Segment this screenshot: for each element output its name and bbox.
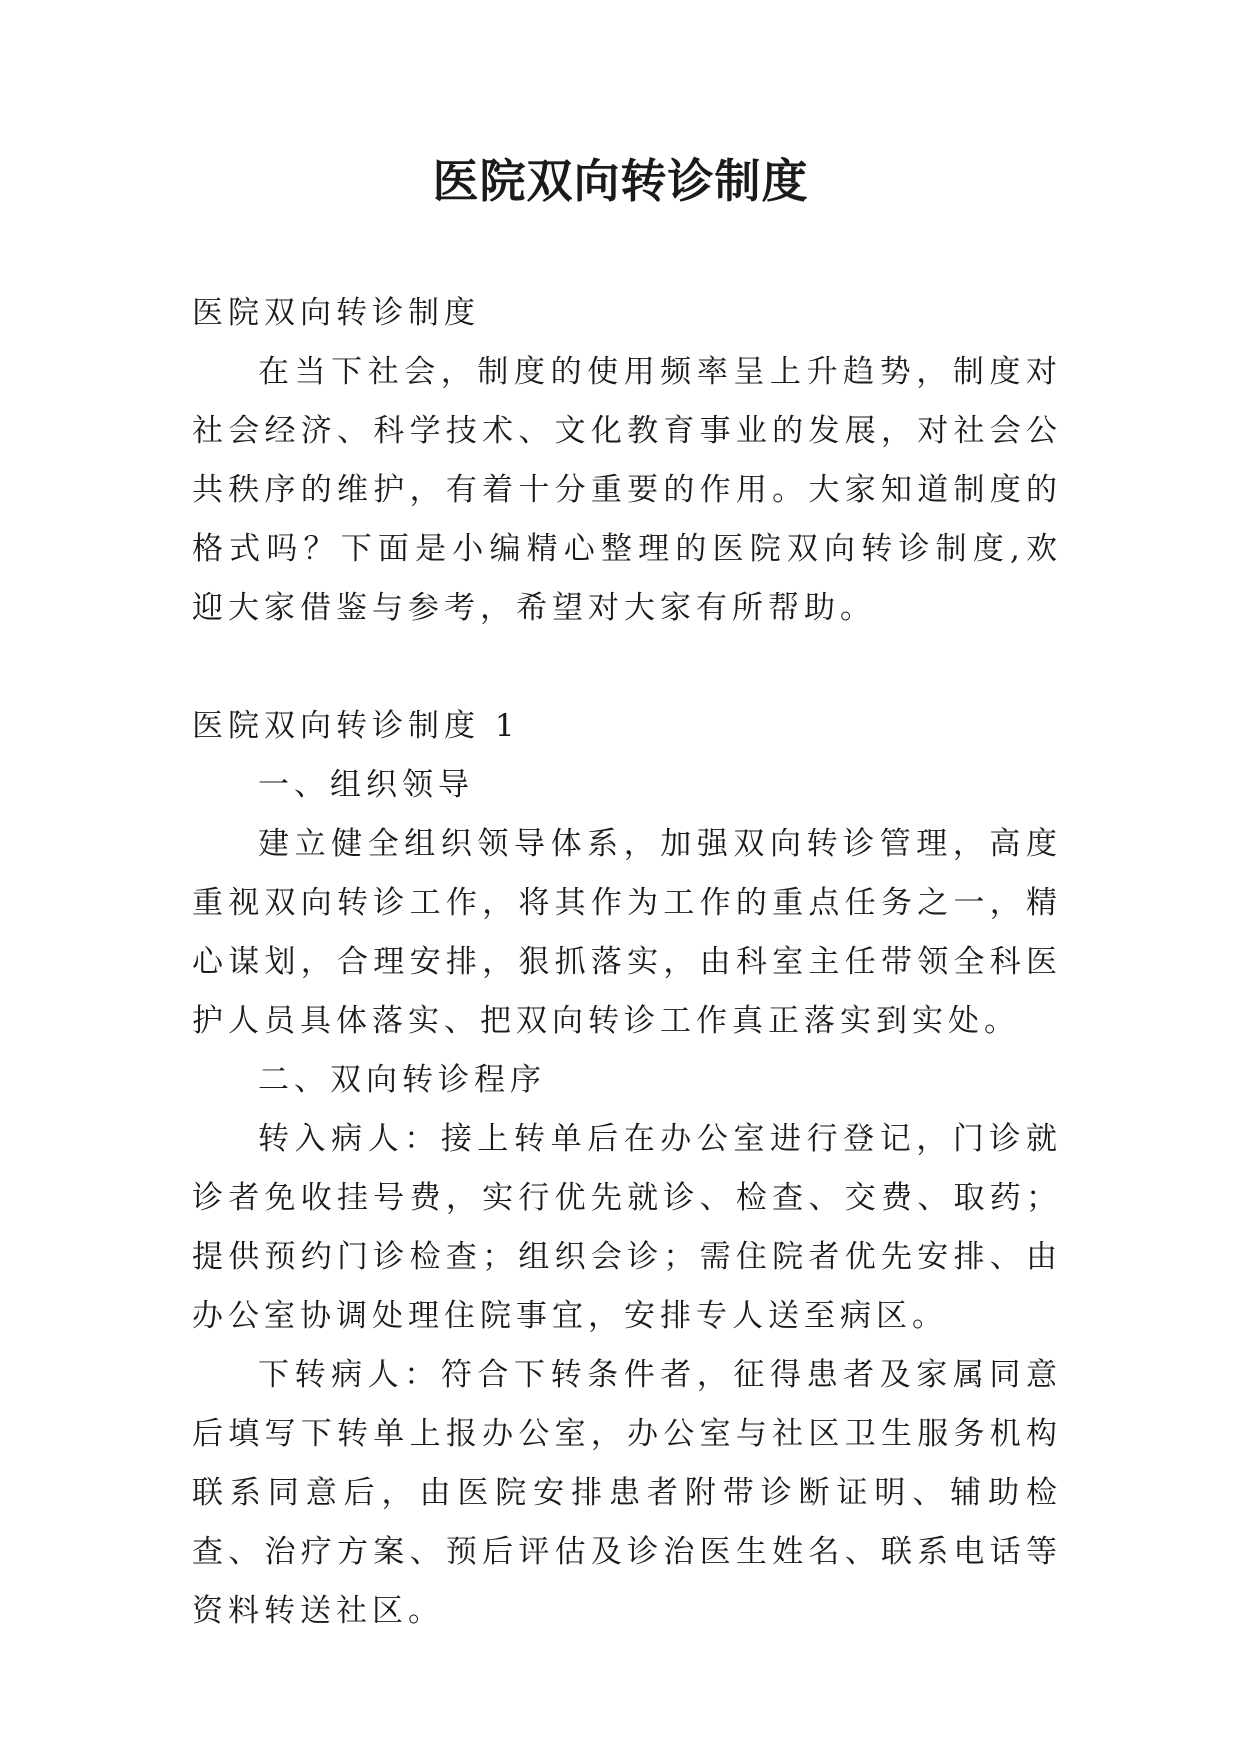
section-2-paragraph-transfer-in: 转入病人：接上转单后在办公室进行登记，门诊就诊者免收挂号费，实行优先就诊、检查、交费、取药；提供预约门诊检查；组织会诊；需住院者优先安排、由办公室协调处理住院事宜，安排专人送至病区。: [192, 1121, 1062, 1334]
document-title: 医院双向转诊制度: [432, 154, 809, 208]
section-2-paragraph-transfer-out: 下转病人：符合下转条件者，征得患者及家属同意后填写下转单上报办公室，办公室与社区卫生服务机构联系同意后，由医院安排患者附带诊断证明、辅助检查、治疗方案、预后评估及诊治医生姓名、联系电话等资料转送社区。: [192, 1357, 1062, 1629]
section-2-heading: 二、双向转诊程序: [258, 1062, 546, 1098]
section-1-paragraph: 建立健全组织领导体系，加强双向转诊管理，高度重视双向转诊工作，将其作为工作的重点任务之一，精心谋划，合理安排，狠抓落实，由科室主任带领全科医护人员具体落实、把双向转诊工作真正落实到实处。: [192, 826, 1062, 1039]
document-subtitle: 医院双向转诊制度: [192, 295, 480, 331]
section-title: 医院双向转诊制度 1: [192, 708, 520, 744]
intro-paragraph: 在当下社会，制度的使用频率呈上升趋势，制度对社会经济、科学技术、文化教育事业的发展，对社会公共秩序的维护，有着十分重要的作用。大家知道制度的格式吗？下面是小编精心整理的医院双向转诊制度,欢迎大家借鉴与参考，希望对大家有所帮助。: [192, 354, 1062, 626]
section-1-heading: 一、组织领导: [258, 767, 474, 803]
